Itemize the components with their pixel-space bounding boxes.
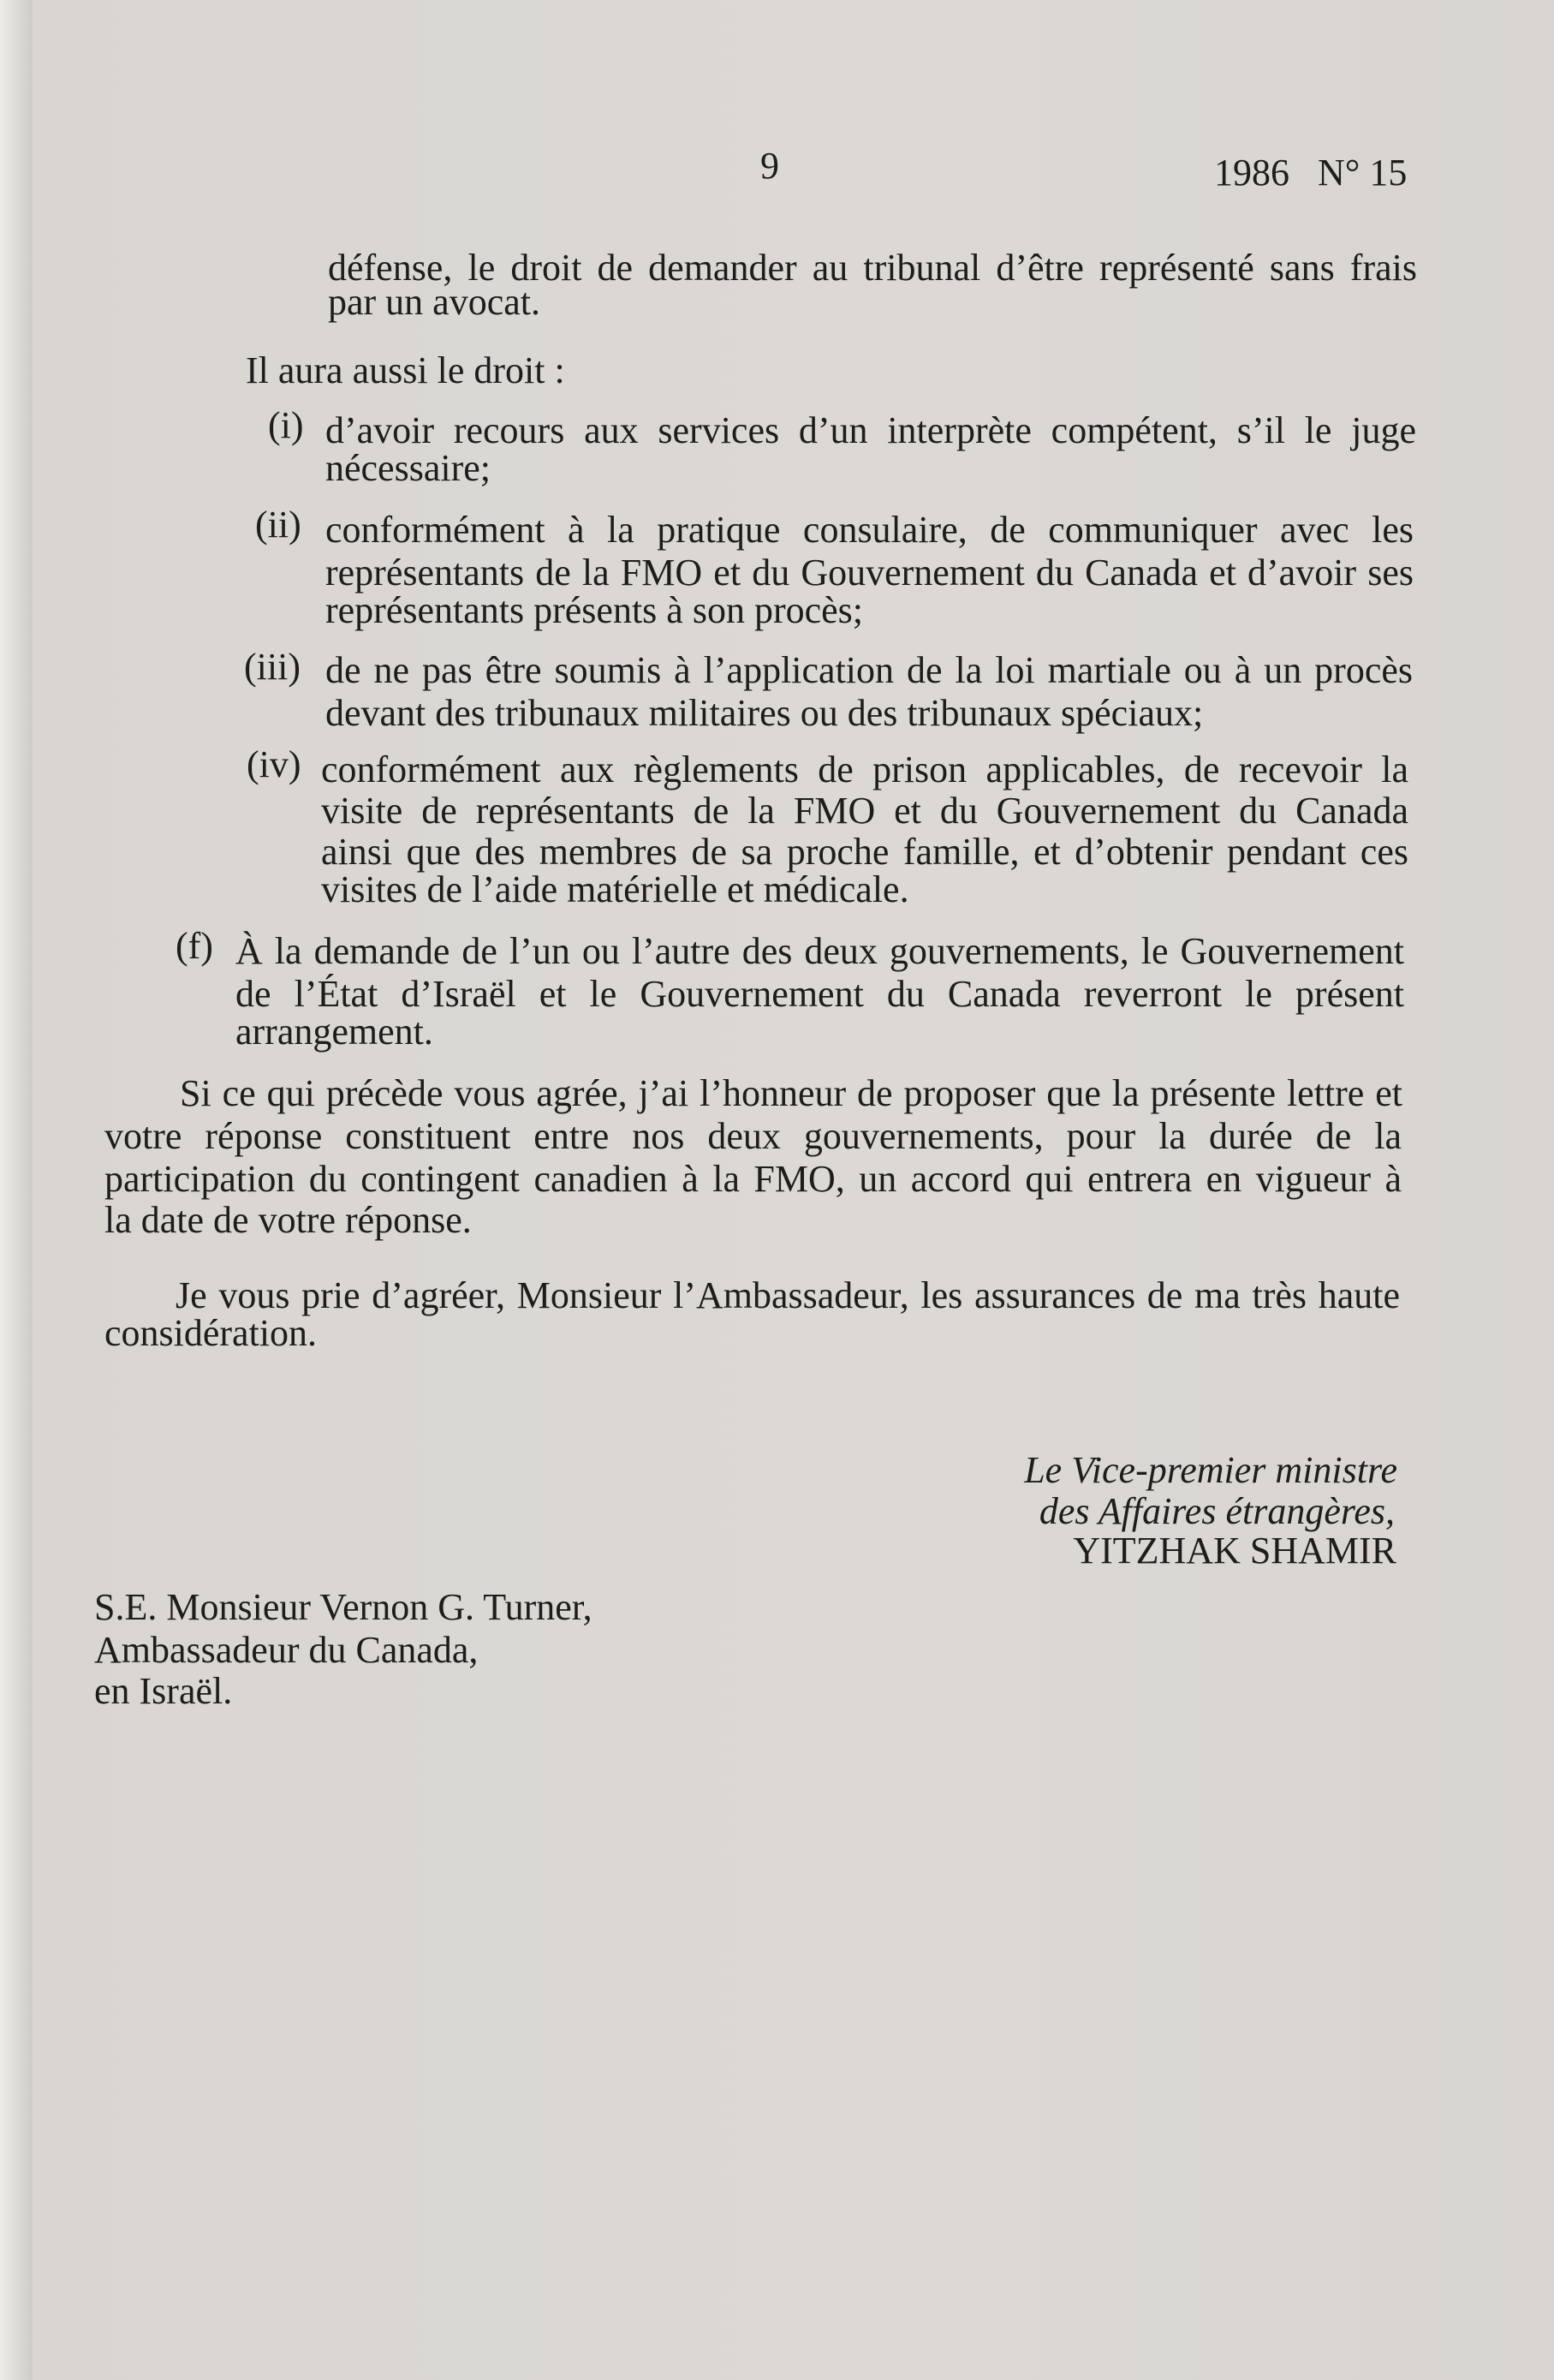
- clause-f-line-3: arrangement.: [235, 1011, 433, 1053]
- item-i-line-2: nécessaire;: [325, 447, 491, 489]
- item-iv-line-2: visite de représentants de la FMO et du Gouvernement du Canada: [321, 790, 1408, 832]
- clause-f-line-1: À la demande de l’un ou l’autre des deux gouvernements, le Gouvernement: [235, 930, 1404, 972]
- proposal-line-4: la date de votre réponse.: [104, 1199, 472, 1241]
- addressee-line-1: S.E. Monsieur Vernon G. Turner,: [94, 1586, 592, 1628]
- item-iii-line-2: devant des tribunaux militaires ou des tribunaux spéciaux;: [325, 692, 1204, 734]
- item-ii-line-1: conformément à la pratique consulaire, de communiquer avec les: [325, 509, 1414, 551]
- proposal-line-1: Si ce qui précède vous agrée, j’ai l’honneur de proposer que la présente lettre et: [180, 1072, 1402, 1114]
- item-i-line-1: d’avoir recours aux services d’un interprète compétent, s’il le juge: [325, 409, 1416, 451]
- document-reference: 1986 N° 15: [1214, 152, 1408, 194]
- item-ii-line-3: représentants présents à son procès;: [325, 589, 864, 631]
- item-iv-line-3: ainsi que des membres de sa proche famille, et d’obtenir pendant ces: [321, 831, 1408, 873]
- intro-line-2: par un avocat.: [328, 281, 540, 323]
- signatory-name: YITZHAK SHAMIR: [1073, 1530, 1396, 1572]
- clause-f-marker: (f): [176, 925, 213, 967]
- signature-title-line-1: Le Vice-premier ministre: [1024, 1449, 1397, 1491]
- addressee-line-3: en Israël.: [94, 1670, 233, 1712]
- item-marker-i: (i): [268, 404, 304, 446]
- page-number: 9: [760, 145, 779, 187]
- closing-line-2: considération.: [104, 1312, 318, 1354]
- rights-heading: Il aura aussi le droit :: [246, 349, 565, 391]
- item-iii-line-1: de ne pas être soumis à l’application de la loi martiale ou à un procès: [325, 649, 1413, 691]
- addressee-line-2: Ambassadeur du Canada,: [94, 1629, 479, 1671]
- item-marker-ii: (ii): [255, 504, 301, 546]
- item-marker-iii: (iii): [244, 646, 301, 688]
- item-marker-iv: (iv): [247, 743, 301, 785]
- intro-line-1: défense, le droit de demander au tribunal d’être représenté sans frais: [328, 247, 1417, 289]
- item-iv-line-1: conformément aux règlements de prison applicables, de recevoir la: [321, 749, 1408, 790]
- signature-title-line-2: des Affaires étrangères,: [1039, 1490, 1395, 1532]
- clause-f-line-2: de l’État d’Israël et le Gouvernement du Canada reverront le présent: [235, 973, 1404, 1015]
- binding-edge: [0, 0, 33, 2380]
- closing-line-1: Je vous prie d’agréer, Monsieur l’Ambassadeur, les assurances de ma très haute: [176, 1274, 1400, 1316]
- proposal-line-3: participation du contingent canadien à la FMO, un accord qui entrera en vigueur à: [104, 1158, 1402, 1200]
- item-ii-line-2: représentants de la FMO et du Gouvernement du Canada et d’avoir ses: [325, 552, 1414, 594]
- item-iv-line-4: visites de l’aide matérielle et médicale.: [321, 868, 909, 910]
- proposal-line-2: votre réponse constituent entre nos deux gouvernements, pour la durée de la: [104, 1115, 1402, 1157]
